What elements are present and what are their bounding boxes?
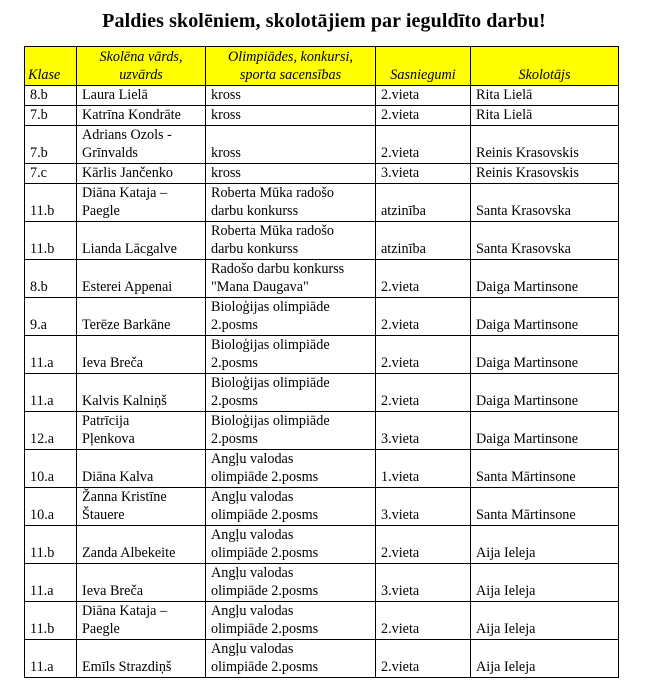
cell-student-name (77, 184, 206, 222)
cell-teacher (471, 298, 619, 336)
cell-result-text: 3.vieta (381, 583, 420, 599)
cell-line: Grīnvalds (82, 145, 138, 161)
cell-event (206, 450, 376, 488)
cell-klase (25, 126, 77, 164)
cell-teacher-text: Aija Ieleja (476, 621, 536, 637)
cell-line: Štauere (82, 507, 125, 523)
cell-teacher-text: Daiga Martinsone (476, 393, 579, 409)
cell-student-name (77, 298, 206, 336)
header-result (376, 47, 471, 86)
cell-result (376, 222, 471, 260)
cell-teacher (471, 106, 619, 126)
cell-teacher-text: Santa Krasovska (476, 241, 571, 257)
cell-line: Terēze Barkāne (82, 317, 171, 333)
cell-teacher (471, 450, 619, 488)
cell-line: Kalvis Kalniņš (82, 393, 167, 409)
cell-result (376, 298, 471, 336)
cell-line: kross (211, 87, 241, 103)
cell-teacher (471, 336, 619, 374)
cell-line: Roberta Mūka radošo (211, 223, 334, 239)
cell-result-text: 3.vieta (381, 507, 420, 523)
cell-line: Skolotājs (518, 67, 571, 83)
cell-line: 2.posms (211, 431, 258, 447)
cell-klase (25, 526, 77, 564)
cell-result-text: 3.vieta (381, 165, 420, 181)
table-row (25, 374, 619, 412)
cell-event (206, 126, 376, 164)
cell-line: Klase (28, 67, 61, 83)
cell-line: Paegle (82, 621, 120, 637)
cell-event (206, 640, 376, 678)
cell-klase-text: 9.a (30, 317, 47, 333)
cell-result (376, 336, 471, 374)
cell-event (206, 564, 376, 602)
cell-result-text: 3.vieta (381, 431, 420, 447)
cell-line: "Mana Daugava" (211, 279, 309, 295)
cell-teacher-text: Reinis Krasovskis (476, 165, 579, 181)
cell-result (376, 126, 471, 164)
cell-student-name (77, 164, 206, 184)
cell-student-name (77, 450, 206, 488)
table-body (25, 86, 619, 678)
cell-klase (25, 184, 77, 222)
cell-result-text: 2.vieta (381, 393, 420, 409)
cell-teacher (471, 602, 619, 640)
cell-klase (25, 336, 77, 374)
table-row (25, 488, 619, 526)
cell-event (206, 526, 376, 564)
cell-klase-text: 8.b (30, 279, 48, 295)
cell-klase-text: 12.a (30, 431, 55, 447)
cell-line: Bioloģijas olimpiāde (211, 375, 330, 391)
cell-result (376, 184, 471, 222)
cell-klase-text: 11.b (30, 621, 55, 637)
cell-result (376, 260, 471, 298)
cell-klase (25, 450, 77, 488)
cell-line: Diāna Kataja – (82, 603, 168, 619)
table-row (25, 222, 619, 260)
cell-line: darbu konkurss (211, 241, 299, 257)
cell-line: Sasniegumi (390, 67, 456, 83)
cell-result-text: atzinība (381, 203, 426, 219)
cell-line: Bioloģijas olimpiāde (211, 299, 330, 315)
cell-event (206, 222, 376, 260)
cell-klase-text: 11.a (30, 355, 54, 371)
cell-line: Esterei Appenai (82, 279, 173, 295)
cell-klase-text: 11.b (30, 203, 55, 219)
cell-student-name (77, 126, 206, 164)
cell-line: Adrians Ozols - (82, 127, 172, 143)
cell-student-name (77, 260, 206, 298)
cell-line: Pļenkova (82, 431, 135, 447)
cell-line: uzvārds (119, 67, 163, 83)
cell-result-text: 2.vieta (381, 145, 420, 161)
page-title: Paldies skolēniem, skolotājiem par ieguldīto darbu! (102, 10, 546, 32)
cell-teacher-text: Aija Ieleja (476, 659, 536, 675)
cell-line: Žanna Kristīne (82, 489, 167, 505)
cell-result-text: atzinība (381, 241, 426, 257)
cell-event (206, 106, 376, 126)
cell-line: olimpiāde 2.posms (211, 545, 319, 561)
cell-result (376, 526, 471, 564)
table-row (25, 564, 619, 602)
cell-line: Angļu valodas (211, 489, 294, 505)
cell-student-name (77, 336, 206, 374)
cell-student-name (77, 488, 206, 526)
cell-teacher-text: Rita Lielā (476, 87, 533, 103)
cell-event (206, 602, 376, 640)
cell-line: Angļu valodas (211, 527, 294, 543)
cell-line: sporta sacensības (239, 67, 342, 83)
cell-teacher-text: Daiga Martinsone (476, 317, 579, 333)
cell-result-text: 2.vieta (381, 545, 420, 561)
cell-teacher-text: Santa Krasovska (476, 203, 571, 219)
cell-result (376, 164, 471, 184)
cell-klase-text: 11.a (30, 659, 54, 675)
cell-line: olimpiāde 2.posms (211, 621, 319, 637)
cell-line: 2.posms (211, 317, 258, 333)
cell-teacher (471, 86, 619, 106)
table-row (25, 184, 619, 222)
cell-line: Diāna Kataja – (82, 185, 168, 201)
cell-line: Diāna Kalva (82, 469, 154, 485)
cell-line: kross (211, 107, 241, 123)
cell-teacher (471, 374, 619, 412)
cell-teacher-text: Rita Lielā (476, 107, 533, 123)
cell-line: 2.posms (211, 393, 258, 409)
cell-teacher (471, 564, 619, 602)
cell-student-name (77, 640, 206, 678)
cell-event (206, 86, 376, 106)
cell-student-name (77, 526, 206, 564)
cell-teacher (471, 526, 619, 564)
cell-klase (25, 222, 77, 260)
cell-result-text: 2.vieta (381, 107, 420, 123)
cell-teacher-text: Santa Mārtinsone (476, 507, 576, 523)
cell-result-text: 2.vieta (381, 317, 420, 333)
cell-klase (25, 564, 77, 602)
cell-klase-text: 10.a (30, 507, 55, 523)
cell-student-name (77, 374, 206, 412)
cell-line: Paegle (82, 203, 120, 219)
cell-line: Katrīna Kondrāte (82, 107, 181, 123)
cell-line: Radošo darbu konkurss (211, 261, 345, 277)
header-klase (25, 47, 77, 86)
cell-result-text: 2.vieta (381, 355, 420, 371)
cell-line: Ieva Breča (82, 583, 144, 599)
table-row (25, 450, 619, 488)
cell-student-name (77, 564, 206, 602)
cell-line: 2.posms (211, 355, 258, 371)
cell-teacher-text: Aija Ieleja (476, 583, 536, 599)
cell-klase (25, 260, 77, 298)
cell-student-name (77, 106, 206, 126)
cell-line: Angļu valodas (211, 641, 294, 657)
table-row (25, 336, 619, 374)
cell-line: Skolēna vārds, (99, 49, 183, 65)
cell-teacher-text: Daiga Martinsone (476, 279, 579, 295)
table-row (25, 260, 619, 298)
cell-teacher-text: Aija Ieleja (476, 545, 536, 561)
cell-klase-text: 11.a (30, 583, 54, 599)
cell-line: kross (211, 145, 241, 161)
cell-klase-text: 8.b (30, 87, 48, 103)
cell-teacher (471, 260, 619, 298)
cell-result-text: 2.vieta (381, 87, 420, 103)
cell-result (376, 374, 471, 412)
cell-result-text: 2.vieta (381, 279, 420, 295)
cell-teacher (471, 412, 619, 450)
cell-klase (25, 164, 77, 184)
cell-event (206, 336, 376, 374)
cell-klase (25, 298, 77, 336)
cell-line: Roberta Mūka radošo (211, 185, 334, 201)
cell-result (376, 640, 471, 678)
cell-line: olimpiāde 2.posms (211, 583, 319, 599)
cell-result (376, 488, 471, 526)
cell-teacher-text: Daiga Martinsone (476, 431, 579, 447)
cell-result-text: 2.vieta (381, 621, 420, 637)
cell-result (376, 86, 471, 106)
cell-line: Lianda Lācgalve (82, 241, 177, 257)
cell-klase-text: 7.c (30, 165, 47, 181)
cell-klase (25, 640, 77, 678)
table-row (25, 640, 619, 678)
table-row (25, 106, 619, 126)
cell-line: Laura Lielā (82, 87, 148, 103)
table-row (25, 412, 619, 450)
cell-teacher (471, 222, 619, 260)
cell-teacher-text: Reinis Krasovskis (476, 145, 579, 161)
cell-line: Angļu valodas (211, 603, 294, 619)
cell-line: Bioloģijas olimpiāde (211, 337, 330, 353)
cell-teacher (471, 126, 619, 164)
cell-result (376, 450, 471, 488)
cell-klase (25, 106, 77, 126)
cell-klase-text: 10.a (30, 469, 55, 485)
cell-line: olimpiāde 2.posms (211, 659, 319, 675)
cell-student-name (77, 222, 206, 260)
cell-event (206, 412, 376, 450)
cell-teacher-text: Santa Mārtinsone (476, 469, 576, 485)
table-row (25, 126, 619, 164)
table-header-row (25, 47, 619, 86)
cell-line: Zanda Albekeite (82, 545, 176, 561)
cell-result (376, 602, 471, 640)
cell-result (376, 412, 471, 450)
cell-line: darbu konkurss (211, 203, 299, 219)
cell-klase (25, 602, 77, 640)
cell-klase (25, 488, 77, 526)
cell-klase (25, 86, 77, 106)
cell-teacher (471, 184, 619, 222)
cell-klase-text: 7.b (30, 145, 48, 161)
cell-student-name (77, 86, 206, 106)
cell-event (206, 488, 376, 526)
table-row (25, 298, 619, 336)
cell-line: olimpiāde 2.posms (211, 507, 319, 523)
cell-teacher (471, 488, 619, 526)
cell-klase-text: 11.b (30, 545, 55, 561)
cell-result (376, 564, 471, 602)
cell-line: Angļu valodas (211, 565, 294, 581)
cell-klase-text: 11.b (30, 241, 55, 257)
cell-result (376, 106, 471, 126)
cell-klase-text: 7.b (30, 107, 48, 123)
cell-line: Angļu valodas (211, 451, 294, 467)
cell-result-text: 1.vieta (381, 469, 420, 485)
table-row (25, 164, 619, 184)
header-event (206, 47, 376, 86)
cell-line: Ieva Breča (82, 355, 144, 371)
cell-event (206, 298, 376, 336)
cell-line: Olimpiādes, konkursi, (228, 49, 353, 65)
cell-line: olimpiāde 2.posms (211, 469, 319, 485)
cell-line: Bioloģijas olimpiāde (211, 413, 330, 429)
cell-result-text: 2.vieta (381, 659, 420, 675)
cell-student-name (77, 412, 206, 450)
cell-event (206, 164, 376, 184)
cell-klase (25, 374, 77, 412)
header-student-name (77, 47, 206, 86)
cell-event (206, 184, 376, 222)
cell-event (206, 374, 376, 412)
cell-line: Emīls Strazdiņš (82, 659, 172, 675)
cell-teacher (471, 640, 619, 678)
table-row (25, 86, 619, 106)
cell-klase-text: 11.a (30, 393, 54, 409)
cell-event (206, 260, 376, 298)
cell-line: kross (211, 165, 241, 181)
cell-teacher-text: Daiga Martinsone (476, 355, 579, 371)
cell-klase (25, 412, 77, 450)
cell-line: Patrīcija (82, 413, 130, 429)
results-table (24, 46, 619, 678)
cell-student-name (77, 602, 206, 640)
table-row (25, 526, 619, 564)
cell-line: Kārlis Jančenko (82, 165, 174, 181)
header-teacher (471, 47, 619, 86)
table-row (25, 602, 619, 640)
cell-teacher (471, 164, 619, 184)
